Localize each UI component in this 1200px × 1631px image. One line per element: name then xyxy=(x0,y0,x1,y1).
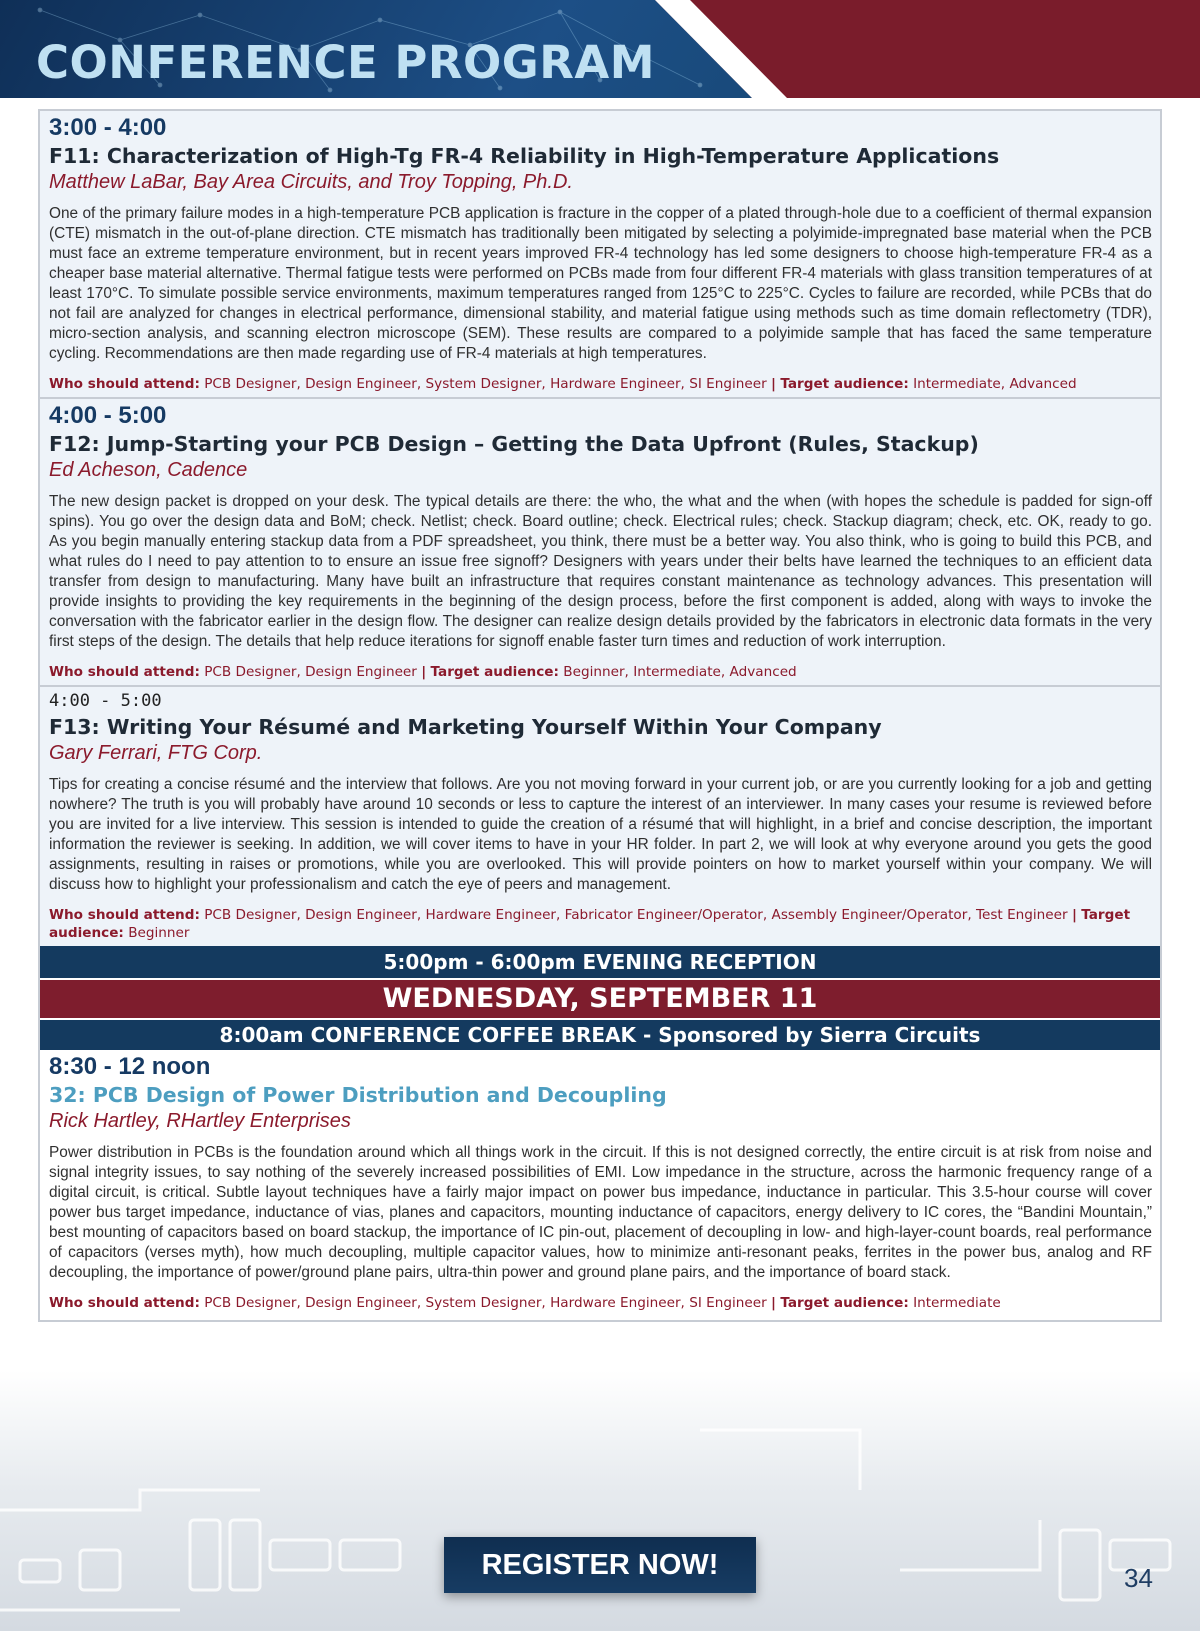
session-speaker: Matthew LaBar, Bay Area Circuits, and Troy Topping, Ph.D. xyxy=(49,171,573,193)
session-time: 8:30 - 12 noon xyxy=(49,1053,211,1080)
session-title: F11: Characterization of High-Tg FR-4 Reliability in High-Temperature Applications xyxy=(49,144,1000,168)
who-label: Who should attend: xyxy=(49,664,200,680)
who-list: PCB Designer, Design Engineer xyxy=(204,664,417,680)
session-description: One of the primary failure modes in a high-temperature PCB application is fracture in the copper of a plated through-hole due to a coefficient of thermal expansion (CTE) mismatch in the out-of-plane direction. CTE mismatch has traditionally been mitigated by selecting a polyimide-impregnated base material when the PCB must face an extreme temperature environment, but in recent years improved FR-4 technology has led some designers to choose high-temperature FR-4 as a cheaper base material alternative. Thermal fatigue tests were performed on PCBs made from four different FR-4 materials with glass transition temperatures of at least 170°C. To simulate possible service environments, maximum temperatures ranged from 125°C to 225°C. Cycles to failure are recorded, while PCBs that do not fail are analyzed for changes in electrical performance, dimensional stability, and material fatigue using methods such as time domain reflectometry (TDR), micro-section analysis, and scanning electron microscope (SEM). These results are compared to a polyimide sample that has faced the same temperature cycling. Recommendations are then made regarding use of FR-4 materials at high temperatures. xyxy=(49,205,1152,362)
session-speaker: Gary Ferrari, FTG Corp. xyxy=(49,742,263,764)
who-list: PCB Designer, Design Engineer, Hardware Engineer, Fabricator Engineer/Operator, Assembly Engineer/Operator, Test Engineer xyxy=(204,907,1068,923)
session-speaker: Rick Hartley, RHartley Enterprises xyxy=(49,1110,351,1132)
session-title: 32: PCB Design of Power Distribution and Decoupling xyxy=(49,1083,667,1107)
target-list: Intermediate xyxy=(913,1295,1001,1311)
session-audience xyxy=(49,906,1152,942)
register-now-button[interactable]: REGISTER NOW! xyxy=(444,1537,756,1593)
target-label: Target audience: xyxy=(49,907,1131,941)
reception-band: 5:00pm - 6:00pm EVENING RECEPTION xyxy=(40,946,1160,978)
who-list: PCB Designer, Design Engineer, System Designer, Hardware Engineer, SI Engineer xyxy=(204,376,767,392)
day-band: WEDNESDAY, SEPTEMBER 11 xyxy=(40,978,1160,1020)
separator: | xyxy=(771,1295,776,1311)
session-32 xyxy=(40,1050,1160,1320)
session-description: The new design packet is dropped on your desk. The typical details are there: the who, the what and the when (with hopes the schedule is padded for sign-off spins). You go over the design data and BoM; check. Netlist; check. Board outline; check. Electrical rules; check. Stackup diagram; check, etc. OK, ready to go. As you begin manually entering stackup data from a PDF spreadsheet, you think, there must be a better way. You also think, who is going to build this PCB, and what rules do I need to pay attention to to ensure an issue free signoff? Designers with years under their belts have learned the techniques to an efficient data transfer from design to manufacturing. Many have built an infrastructure that requires constant maintenance as technology advances. This presentation will provide insights to providing the key requirements in the beginning of the design process, before the first component is added, along with ways to invoke the conversation with the fabricator earlier in the design flow. The designer can realize design details provided by the fabricators in electronic data formats in the very first steps of the design. The details that help reduce iterations for signoff enable faster turn times and reduction of work interruption. xyxy=(49,493,1152,650)
target-list: Beginner xyxy=(128,925,190,941)
separator: | xyxy=(771,376,776,392)
session-speaker: Ed Acheson, Cadence xyxy=(49,459,248,481)
who-label: Who should attend: xyxy=(49,907,200,923)
session-title: F12: Jump-Starting your PCB Design – Getting the Data Upfront (Rules, Stackup) xyxy=(49,432,979,456)
session-f13 xyxy=(40,687,1160,946)
target-label: Target audience: xyxy=(780,1295,909,1311)
session-audience xyxy=(49,663,1152,681)
session-time: 4:00 - 5:00 xyxy=(49,691,162,711)
session-f12 xyxy=(40,399,1160,687)
session-time: 4:00 - 5:00 xyxy=(49,402,167,429)
session-description: Power distribution in PCBs is the foundation around which all things work in the circuit. If this is not designed correctly, the entire circuit is at risk from noise and signal integrity issues, to say nothing of the severely increased possibilities of EMI. Low impedance in the structure, across the harmonic frequency range of a digital circuit, is critical. Subtle layout techniques have a fairly major impact on power bus impedance, inductance in particular. This 3.5-hour course will cover power bus target impedance, inductance of vias, planes and capacitors, mounting inductance of capacitors, energy delivery to IC cores, the “Bandini Mountain,” best mounting of capacitors based on board stackup, the importance of IC pin-out, placement of decoupling in low- and high-layer-count boards, real performance of capacitors (verses myth), how much decoupling, multiple capacitor values, how to minimize anti-resonant peaks, ferrites in the power bus, analog and RF decoupling, the importance of power/ground plane pairs, ultra-thin power and ground plane pairs, and the importance of board stack. xyxy=(49,1144,1152,1281)
who-label: Who should attend: xyxy=(49,376,200,392)
session-description: Tips for creating a concise résumé and the interview that follows. Are you not moving forward in your current job, or are you currently looking for a job and getting nowhere? The truth is you will probably have around 10 seconds or less to capture the interest of an interviewer. In many cases your resume is reviewed before you are invited for a live interview. This session is intended to guide the creation of a résumé that will highlight, in a brief and concise description, the important information the reviewer is seeking. In addition, we will cover items to have in your HR folder. In part 2, we will look at why everyone around you gets the good assignments, resulting in raises or promotions, while you are overlooked. This will provide pointers on how to market yourself within your company. We will discuss how to highlight your professionalism and catch the eye of peers and management. xyxy=(49,776,1152,893)
page-number: 34 xyxy=(1124,1563,1153,1593)
separator: | xyxy=(421,664,427,680)
session-f11 xyxy=(40,111,1160,399)
session-time: 3:00 - 4:00 xyxy=(49,114,167,141)
program-schedule xyxy=(38,109,1162,1322)
session-audience xyxy=(49,1294,1152,1312)
session-title: F13: Writing Your Résumé and Marketing Yourself Within Your Company xyxy=(49,715,882,739)
target-label: Target audience: xyxy=(430,664,559,680)
session-audience xyxy=(49,375,1152,393)
header-banner xyxy=(0,0,1200,98)
coffee-break-band: 8:00am CONFERENCE COFFEE BREAK - Sponsored by Sierra Circuits xyxy=(40,1020,1160,1050)
page-title: CONFERENCE PROGRAM xyxy=(36,36,655,89)
target-list: Intermediate, Advanced xyxy=(913,376,1077,392)
separator: | xyxy=(1071,907,1077,923)
target-list: Beginner, Intermediate, Advanced xyxy=(563,664,797,680)
who-list: PCB Designer, Design Engineer, System Designer, Hardware Engineer, SI Engineer xyxy=(204,1295,767,1311)
who-label: Who should attend: xyxy=(49,1295,200,1311)
target-label: Target audience: xyxy=(780,376,909,392)
